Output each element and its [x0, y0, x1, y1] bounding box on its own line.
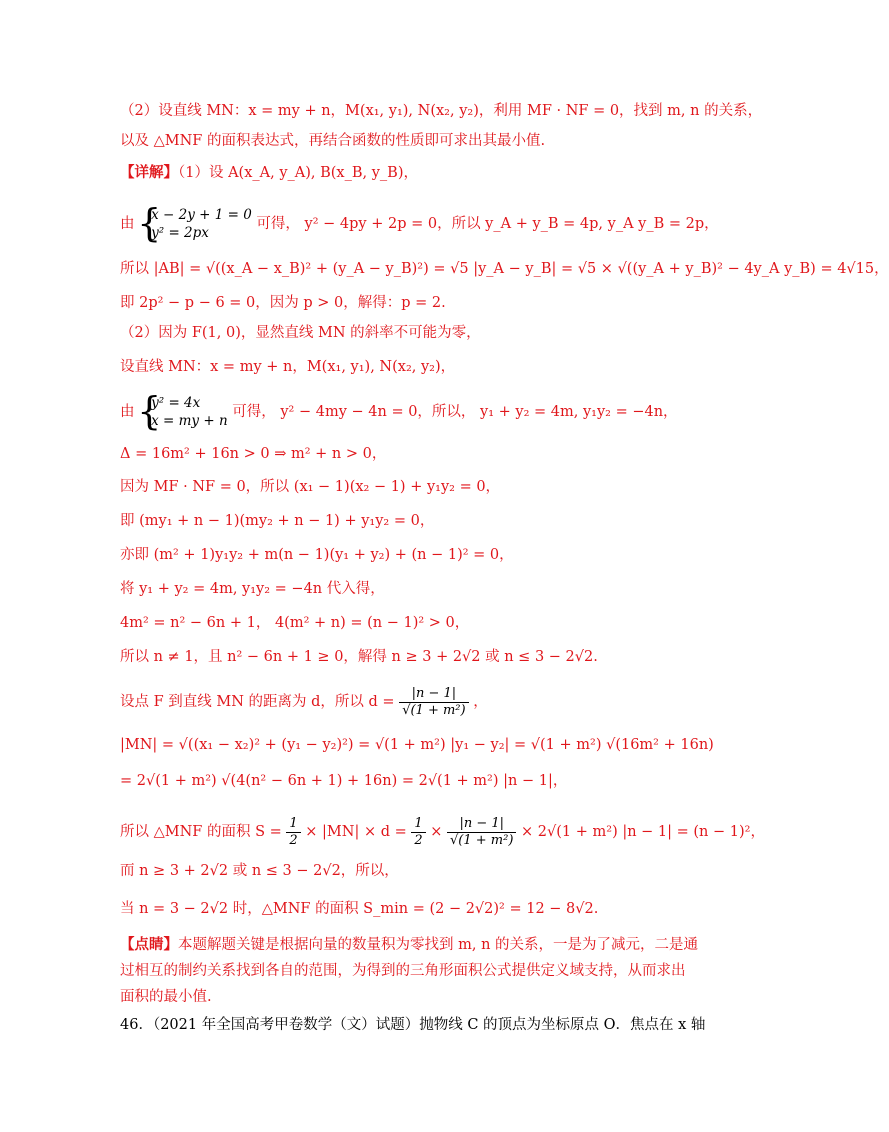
text-line: 即 2p² − p − 6 = 0，因为 p > 0，解得：p = 2. [120, 295, 446, 311]
text-line: 而 n ≥ 3 + 2√2 或 n ≤ 3 − 2√2，所以， [120, 863, 399, 879]
fraction-numerator: 1 [286, 816, 300, 833]
equation: { x − 2y + 1 = 0 [151, 207, 252, 223]
text-line: （2）因为 F(1, 0)，显然直线 MN 的斜率不可能为零， [120, 325, 481, 341]
fraction [411, 816, 425, 849]
text-line: 即 (my₁ + n − 1)(my₂ + n − 1) + y₁y₂ = 0， [120, 513, 435, 529]
text-span: ， [473, 694, 488, 710]
text-line: 所以 |AB| = √((x_A − x_B)² + (y_A − y_B)²) = √5 |y_A − y_B| = √5 × √((y_A + y_B)² − 4y_A y_B) = 4√15， [120, 261, 889, 277]
text-line: 4m² = n² − 6n + 1， 4(m² + n) = (n − 1)² > 0， [120, 615, 470, 631]
fraction [447, 816, 516, 849]
fraction-numerator: |n − 1| [447, 816, 516, 833]
text-span: × 2√(1 + m²) |n − 1| = (n − 1)²， [521, 824, 765, 840]
text-line: 亦即 (m² + 1)y₁y₂ + m(n − 1)(y₁ + y₂) + (n − 1)² = 0， [120, 547, 514, 563]
fraction-denominator: √(1 + m²) [402, 702, 466, 718]
text-line: （2）设直线 MN：x = my + n，M(x₁, y₁), N(x₂, y₂)，利用 MF · NF = 0，找到 m, n 的关系， [120, 103, 763, 119]
text-span: y² − 4my − 4n = 0，所以， y₁ + y₂ = 4m, y₁y₂ = −4n， [280, 404, 678, 420]
equation: { y² = 4x [151, 395, 201, 411]
text-line [120, 812, 765, 852]
text-span: × |MN| × d = [305, 824, 412, 840]
text-line: = 2√(1 + m²) √(4(n² − 6n + 1) + 16n) = 2√(1 + m²) |n − 1|， [120, 773, 568, 789]
text-line: 将 y₁ + y₂ = 4m, y₁y₂ = −4n 代入得， [120, 581, 385, 597]
text-span: × [430, 824, 443, 840]
text-line: 当 n = 3 − 2√2 时，△MNF 的面积 S_min = (2 − 2√2)² = 12 − 8√2. [120, 901, 599, 917]
text-span: 所以 △MNF 的面积 S = [120, 824, 287, 840]
text-line: 设直线 MN：x = my + n，M(x₁, y₁), N(x₂, y₂)， [120, 359, 456, 375]
fraction [286, 816, 300, 849]
detail-tag: 【详解】 [120, 164, 178, 181]
equation-system [139, 394, 228, 430]
text-line: 面积的最小值. [120, 989, 212, 1005]
equation: x = my + n [151, 413, 228, 429]
equation: y² = 2px [151, 225, 209, 241]
question-heading: 46．（2021 年全国高考甲卷数学（文）试题）抛物线 C 的顶点为坐标原点 O．焦点在 x 轴 [120, 1017, 706, 1033]
text-line: 过相互的制约关系找到各自的范围，为得到的三角形面积公式提供定义域支持，从而求出 [120, 963, 686, 979]
text-line: Δ = 16m² + 16n > 0 ⇒ m² + n > 0， [120, 446, 387, 462]
note-tag: 【点睛】 [120, 936, 178, 953]
text-line [120, 934, 699, 956]
text-line: 因为 MF · NF = 0，所以 (x₁ − 1)(x₂ − 1) + y₁y₂ = 0， [120, 479, 501, 495]
text-span: （1）设 A(x_A, y_A), B(x_B, y_B)， [178, 165, 418, 181]
fraction-denominator: √(1 + m²) [450, 832, 514, 848]
fraction-denominator: 2 [289, 832, 298, 848]
text-line: 以及 △MNF 的面积表达式，再结合函数的性质即可求出其最小值. [120, 133, 546, 149]
text-span: 可得， [256, 216, 300, 232]
text-span: y² − 4py + 2p = 0，所以 y_A + y_B = 4p, y_A y_B = 2p， [304, 216, 719, 232]
text-line [120, 682, 690, 722]
text-span: 由 [120, 404, 135, 420]
text-span: 设点 F 到直线 MN 的距离为 d，所以 d = [120, 694, 395, 710]
fraction [399, 686, 468, 719]
text-line: 所以 n ≠ 1，且 n² − 6n + 1 ≥ 0，解得 n ≥ 3 + 2√2 或 n ≤ 3 − 2√2. [120, 649, 598, 665]
text-line [120, 390, 690, 434]
text-line [120, 202, 719, 246]
text-span: 本题解题关键是根据向量的数量积为零找到 m, n 的关系，一是为了减元，二是通 [178, 937, 699, 953]
fraction-numerator: |n − 1| [399, 686, 468, 703]
text-span: 由 [120, 216, 135, 232]
text-line [120, 162, 690, 184]
equation-system [139, 206, 252, 242]
fraction-numerator: 1 [411, 816, 425, 833]
text-line: |MN| = √((x₁ − x₂)² + (y₁ − y₂)²) = √(1 + m²) |y₁ − y₂| = √(1 + m²) √(16m² + 16n) [120, 737, 714, 753]
text-span: 可得， [232, 404, 276, 420]
fraction-denominator: 2 [414, 832, 423, 848]
